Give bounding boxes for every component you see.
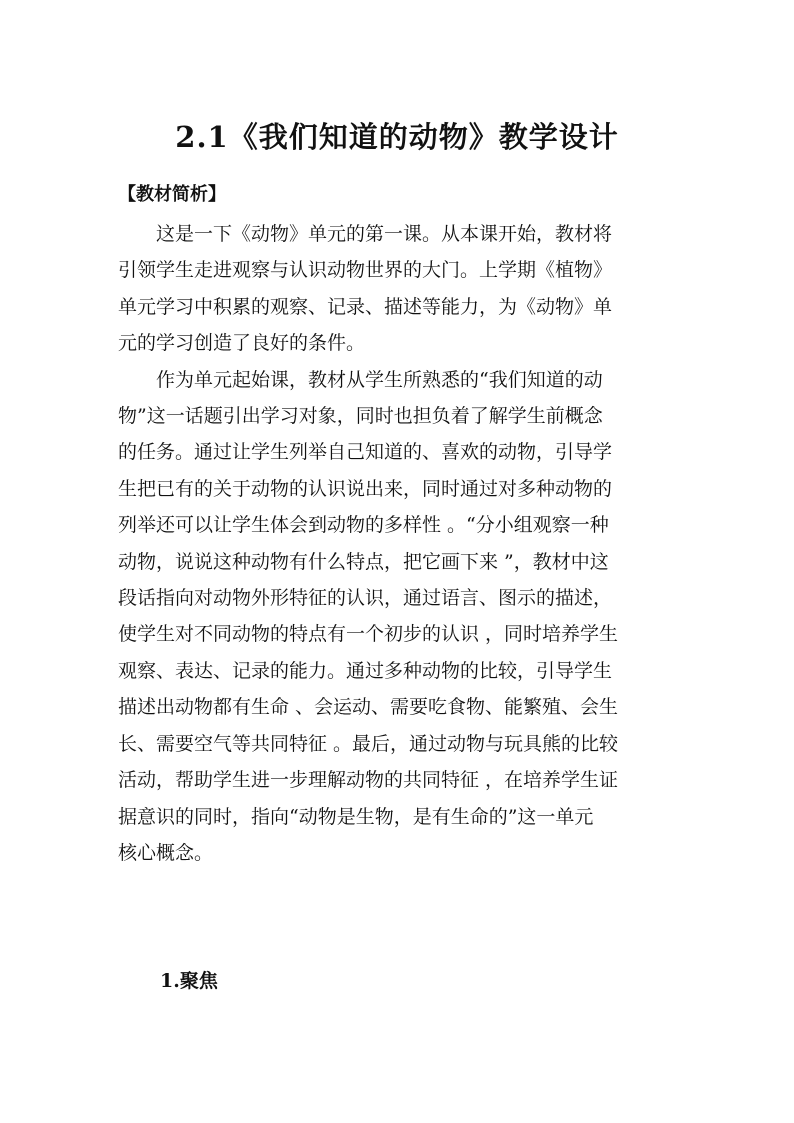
paragraph-line: 元的学习创造了良好的条件。 xyxy=(118,332,366,355)
paragraph-line: 这是一下《动物》单元的第一课。从本课开始，教材将 xyxy=(156,223,613,245)
paragraph-line: 单元学习中积累的观察、记录、描述等能力，为《动物》单 xyxy=(118,295,613,318)
document-title: 2.1《我们知道的动物》教学设计 xyxy=(175,120,619,154)
paragraph-line: 核心概念。 xyxy=(118,841,214,864)
paragraph-line: 段话指向对动物外形特征的认识，通过语言、图示的描述， xyxy=(118,587,613,610)
paragraph-line: 列举还可以让学生体会到动物的多样性 。“分小组观察一种 xyxy=(118,514,609,537)
paragraph-line: 观察、表达、记录的能力。通过多种动物的比较，引导学生 xyxy=(118,659,613,682)
paragraph-line: 使学生对不同动物的特点有一个初步的认识 ，同时培养学生 xyxy=(118,623,619,646)
paragraph-line: 的任务。通过让学生列举自己知道的、喜欢的动物，引导学 xyxy=(118,441,613,464)
paragraph-line: 长、需要空气等共同特征 。最后，通过动物与玩具熊的比较 xyxy=(118,732,619,755)
paragraph-2 xyxy=(118,362,678,872)
paragraph-line: 生把已有的关于动物的认识说出来，同时通过对多种动物的 xyxy=(118,477,613,500)
paragraph-line: 描述出动物都有生命 、会运动、需要吃食物、能繁殖、会生 xyxy=(118,696,619,719)
paragraph-line: 作为单元起始课，教材从学生所熟悉的“我们知道的动 xyxy=(156,368,603,391)
subheading-focus: 1.聚焦 xyxy=(160,970,218,992)
paragraph-line: 引领学生走进观察与认识动物世界的大门。上学期《植物》 xyxy=(118,259,613,282)
paragraph-1 xyxy=(118,216,678,362)
paragraph-line: 物”这一话题引出学习对象，同时也担负着了解学生前概念 xyxy=(118,405,603,428)
paragraph-line: 据意识的同时，指向“动物是生物，是有生命的”这一单元 xyxy=(118,805,594,828)
paragraph-line: 活动，帮助学生进一步理解动物的共同特征 ，在培养学生证 xyxy=(118,769,619,792)
body-text xyxy=(118,216,678,871)
paragraph-line: 动物，说说这种动物有什么特点，把它画下来 ”，教材中这 xyxy=(118,550,609,573)
section-heading: 【教材简析】 xyxy=(118,184,226,205)
